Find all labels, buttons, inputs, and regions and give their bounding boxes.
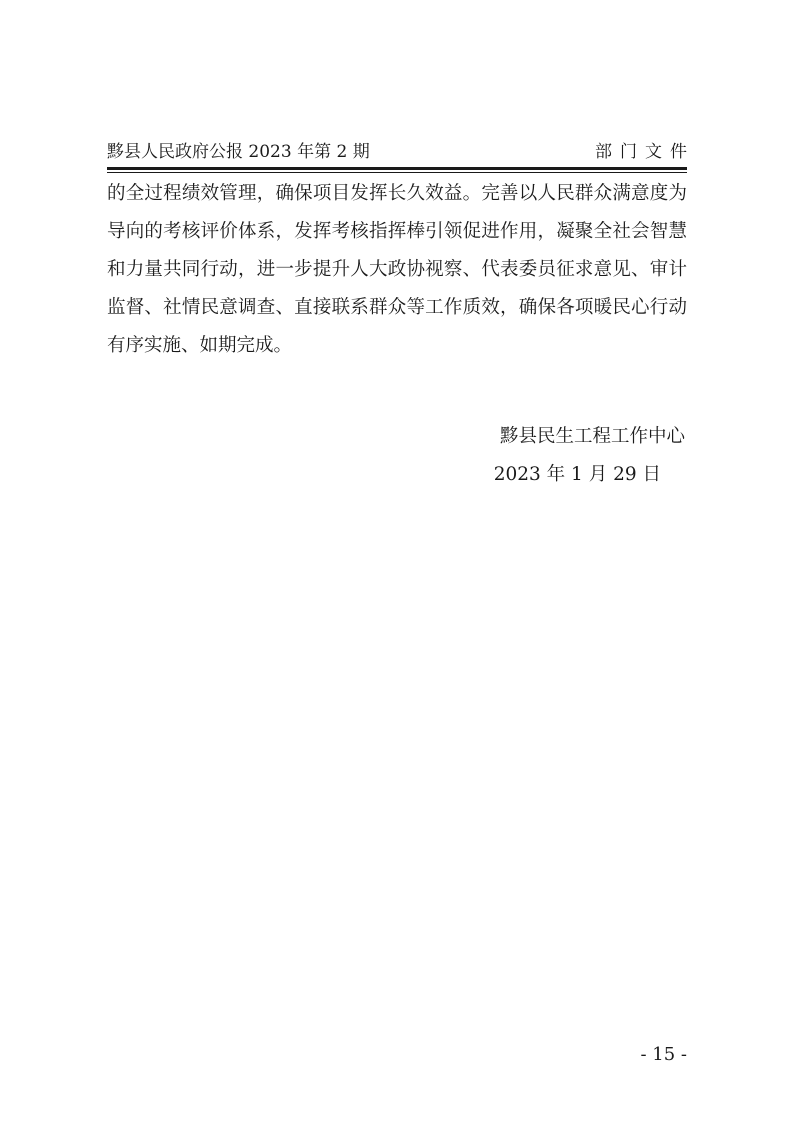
section-label: 部门文件 — [595, 142, 695, 162]
running-header — [107, 139, 695, 165]
header-rule-thin — [107, 172, 687, 173]
body-line-3: 和力量共同行动，进一步提升人大政协视察、代表委员征求意见、审计 — [107, 259, 687, 280]
body-line-2: 导向的考核评价体系，发挥考核指挥棒引领促进作用，凝聚全社会智慧 — [107, 221, 687, 242]
body-line-1: 的全过程绩效管理，确保项目发挥长久效益。完善以人民群众满意度为 — [107, 183, 687, 204]
page-number: - 15 - — [640, 1044, 687, 1065]
issuing-organization: 黟县民生工程工作中心 — [499, 426, 685, 447]
issue-date: 2023 年 1 月 29 日 — [493, 464, 661, 485]
body-line-4: 监督、社情民意调查、直接联系群众等工作质效，确保各项暖民心行动 — [107, 297, 687, 318]
publication-title: 黟县人民政府公报 2023 年第 2 期 — [107, 142, 370, 162]
body-line-5: 有序实施、如期完成。 — [107, 335, 293, 356]
body-paragraph — [107, 175, 687, 365]
header-rule-thick — [107, 167, 687, 170]
